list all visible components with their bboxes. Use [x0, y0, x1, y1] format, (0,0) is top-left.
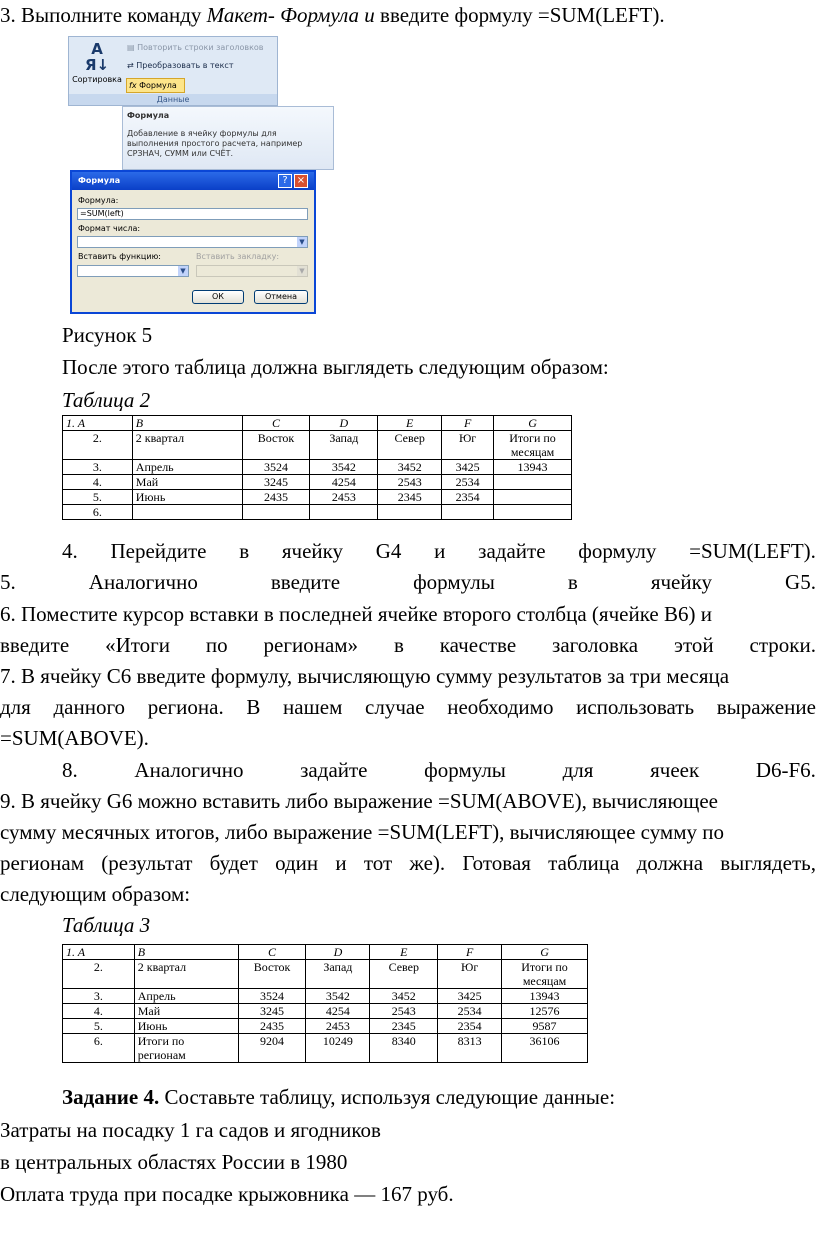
table-cell — [494, 490, 572, 505]
help-button[interactable] — [278, 174, 292, 188]
table-cell: D — [306, 945, 370, 960]
table-cell: Итоги по месяцам — [494, 431, 572, 460]
table-cell: 3245 — [242, 475, 310, 490]
table-row — [63, 1034, 588, 1063]
table-cell: D — [310, 416, 378, 431]
table-cell: 2543 — [378, 475, 442, 490]
after-text: После этого таблица должна выглядеть следующим образом: — [62, 355, 609, 379]
table-cell: 3524 — [242, 460, 310, 475]
table-cell: 3245 — [238, 1004, 306, 1019]
word: в — [239, 539, 250, 563]
intro-line — [0, 2, 665, 28]
table-cell: 13943 — [494, 460, 572, 475]
paragraph-9-line-2: сумму месячных итогов, либо выражение =SUM(LEFT), вычисляющее сумму по — [0, 820, 724, 844]
table-cell: 9587 — [502, 1019, 588, 1034]
table-cell: 3524 — [238, 989, 306, 1004]
table-cell — [442, 505, 494, 520]
word: случае — [365, 695, 425, 719]
word: =SUM(LEFT). — [689, 539, 816, 563]
table-cell: 3. — [63, 989, 135, 1004]
table-cell: 1. A — [63, 945, 135, 960]
formula-input[interactable] — [77, 208, 308, 220]
table-cell: 2534 — [438, 1004, 502, 1019]
word: формулы — [413, 570, 495, 594]
sort-label: Сортировка — [72, 75, 122, 84]
task4-line-3: Оплата труда при посадке крыжовника — 167 руб. — [0, 1182, 454, 1206]
table-cell: 2543 — [370, 1004, 438, 1019]
formula-value: =SUM(left) — [80, 209, 124, 218]
table-3 — [62, 944, 588, 1063]
repeat-headers-button[interactable]: ▤ Повторить строки заголовков — [127, 43, 264, 52]
word: формулу — [578, 539, 657, 563]
intro-text-end: введите формулу =SUM(LEFT). — [374, 3, 665, 27]
table-cell: B — [132, 416, 242, 431]
table-cell: 2345 — [370, 1019, 438, 1034]
table-cell — [242, 505, 310, 520]
word: качестве — [439, 633, 517, 657]
ok-label: ОК — [212, 292, 224, 301]
word: заголовка — [552, 633, 639, 657]
table-cell: Запад — [306, 960, 370, 989]
word: в — [567, 570, 578, 594]
formula-tooltip — [122, 106, 334, 170]
table-cell: Июнь — [134, 1019, 238, 1034]
chevron-down-icon: ▼ — [297, 266, 307, 276]
table-cell: 4. — [63, 475, 133, 490]
table-cell: 1. A — [63, 416, 133, 431]
ok-button[interactable] — [192, 290, 244, 304]
task4-heading — [62, 1084, 615, 1110]
repeat-headers-label: Повторить строки заголовков — [137, 43, 264, 52]
table-cell: F — [438, 945, 502, 960]
table-cell: 5. — [63, 490, 133, 505]
word: введите — [0, 633, 70, 657]
close-icon: × — [296, 175, 306, 186]
paragraph-9-line-1: 9. В ячейку G6 можно вставить либо выражение =SUM(ABOVE), вычисляющее — [0, 789, 718, 813]
tooltip-title: Формула — [127, 111, 170, 120]
word: для — [562, 758, 594, 782]
table-cell — [132, 505, 242, 520]
word: 4. — [62, 539, 78, 563]
table-2 — [62, 415, 572, 520]
word: и — [335, 851, 347, 875]
word: Перейдите — [110, 539, 207, 563]
paragraph-7-line-1: 7. В ячейку C6 введите формулу, вычисляющую сумму результатов за три месяца — [0, 664, 730, 688]
table-cell: 5. — [63, 1019, 135, 1034]
word: ячейку — [650, 570, 712, 594]
formula-label: Формула: — [78, 196, 119, 205]
word: «Итоги — [105, 633, 170, 657]
word: формулы — [424, 758, 506, 782]
number-format-select[interactable] — [77, 236, 308, 248]
table-cell: 13943 — [502, 989, 588, 1004]
table-cell: 2435 — [242, 490, 310, 505]
intro-text: Выполните команду — [21, 3, 207, 27]
word: 5. — [0, 570, 16, 594]
table-cell: 3452 — [378, 460, 442, 475]
table-cell — [378, 505, 442, 520]
table-cell — [494, 475, 572, 490]
word: выражение — [716, 695, 816, 719]
word: задайте — [300, 758, 368, 782]
word: этой — [673, 633, 714, 657]
convert-to-text-label: Преобразовать в текст — [136, 61, 234, 70]
table-cell: Юг — [442, 431, 494, 460]
formula-dialog — [70, 170, 316, 314]
table-cell: G — [502, 945, 588, 960]
table-cell: 2435 — [238, 1019, 306, 1034]
table-cell: 2354 — [438, 1019, 502, 1034]
intro-number: 3. — [0, 3, 16, 27]
table-cell: 2354 — [442, 490, 494, 505]
table-cell: Восток — [238, 960, 306, 989]
table-row — [63, 490, 572, 505]
paragraph-7-line-2 — [0, 694, 816, 720]
word: регионам» — [263, 633, 359, 657]
table-cell: 3425 — [438, 989, 502, 1004]
paragraph-5 — [0, 569, 816, 595]
figure-caption: Рисунок 5 — [62, 323, 153, 347]
convert-to-text-button[interactable]: ⇄ Преобразовать в текст — [127, 61, 234, 70]
word: 8. — [62, 758, 78, 782]
table-cell: Итоги по регионам — [134, 1034, 238, 1063]
formula-button-label: Формула — [139, 81, 177, 90]
word: использовать — [576, 695, 695, 719]
table-cell — [310, 505, 378, 520]
fx-icon: fx — [129, 81, 137, 90]
table-row — [63, 1019, 588, 1034]
table-cell: Апрель — [134, 989, 238, 1004]
table-cell: Север — [370, 960, 438, 989]
table-cell: 2 квартал — [132, 431, 242, 460]
table-cell: 2534 — [442, 475, 494, 490]
word: Аналогично — [88, 570, 198, 594]
table-cell: 6. — [63, 1034, 135, 1063]
table-cell: 36106 — [502, 1034, 588, 1063]
table-cell: 12576 — [502, 1004, 588, 1019]
paragraph-9-line-3 — [0, 850, 816, 876]
table-row — [63, 989, 588, 1004]
word: таблица — [548, 851, 620, 875]
table-cell: 2453 — [306, 1019, 370, 1034]
table-cell: 3425 — [442, 460, 494, 475]
table-cell: B — [134, 945, 238, 960]
word: ячейку — [281, 539, 344, 563]
sort-button[interactable] — [71, 41, 123, 84]
table-cell: 4. — [63, 1004, 135, 1019]
chevron-down-icon: ▼ — [178, 266, 188, 276]
close-button[interactable] — [294, 174, 308, 188]
table-cell: 2345 — [378, 490, 442, 505]
help-icon: ? — [282, 175, 288, 186]
intro-command: Макет- Формула и — [206, 3, 375, 27]
table-cell: Май — [134, 1004, 238, 1019]
table-cell: 3542 — [306, 989, 370, 1004]
table-cell: 2 квартал — [134, 960, 238, 989]
word: выглядеть, — [720, 851, 816, 875]
table-cell: Запад — [310, 431, 378, 460]
table-cell: E — [370, 945, 438, 960]
word: должна — [636, 851, 704, 875]
chevron-down-icon: ▼ — [297, 237, 307, 247]
table-cell: 3542 — [310, 460, 378, 475]
paragraph-7-line-3: =SUM(ABOVE). — [0, 726, 149, 750]
table-row — [63, 431, 572, 460]
table-cell: Юг — [438, 960, 502, 989]
task4-line-1: Затраты на посадку 1 га садов и ягодников — [0, 1118, 381, 1142]
word: один — [275, 851, 319, 875]
word: D6-F6. — [755, 758, 816, 782]
table-cell: Апрель — [132, 460, 242, 475]
table-cell: 2. — [63, 960, 135, 989]
table-cell: 8340 — [370, 1034, 438, 1063]
table-cell: C — [242, 416, 310, 431]
paragraph-6-line-2 — [0, 632, 816, 658]
task4-text: Составьте таблицу, используя следующие данные: — [159, 1085, 616, 1109]
word: Готовая — [462, 851, 531, 875]
paragraph-8 — [0, 757, 816, 783]
paragraph-9-line-4: следующим образом: — [0, 882, 191, 906]
word: нашем — [283, 695, 343, 719]
word: В — [246, 695, 261, 719]
word: G4 — [375, 539, 402, 563]
cancel-button[interactable] — [254, 290, 308, 304]
ribbon-group-label: Данные — [69, 94, 277, 105]
tooltip-text: Добавление в ячейку формулы для выполнения простого расчета, например СРЗНАЧ, СУММ или СЧЁТ. — [127, 129, 303, 158]
word: тот — [363, 851, 393, 875]
task4-line-2: в центральных областях России в 1980 — [0, 1150, 348, 1174]
word: (результат — [101, 851, 193, 875]
table-cell: Итоги по месяцам — [502, 960, 588, 989]
table-cell: G — [494, 416, 572, 431]
table-cell: Май — [132, 475, 242, 490]
word: же). — [409, 851, 446, 875]
table-cell: 3452 — [370, 989, 438, 1004]
word: регионам — [0, 851, 85, 875]
table-cell: 6. — [63, 505, 133, 520]
word: по — [205, 633, 228, 657]
table2-caption: Таблица 2 — [62, 388, 151, 412]
word: и — [434, 539, 446, 563]
sort-az-icon: A Я↓ — [84, 40, 110, 74]
formula-button[interactable] — [126, 78, 185, 93]
table-header-row — [63, 416, 572, 431]
table-header-row — [63, 945, 588, 960]
table-cell: 4254 — [306, 1004, 370, 1019]
insert-bookmark-label: Вставить закладку: — [196, 252, 280, 261]
table-cell: C — [238, 945, 306, 960]
table-cell: Июнь — [132, 490, 242, 505]
dialog-title: Формула — [78, 176, 121, 185]
word: региона. — [147, 695, 224, 719]
table-row — [63, 1004, 588, 1019]
word: Аналогично — [134, 758, 244, 782]
table-row — [63, 475, 572, 490]
table-cell: 8313 — [438, 1034, 502, 1063]
task4-label: Задание 4. — [62, 1085, 160, 1109]
word: G5. — [785, 570, 816, 594]
word: будет — [209, 851, 258, 875]
table3-caption: Таблица 3 — [62, 913, 151, 937]
word: задайте — [478, 539, 546, 563]
table-row — [63, 960, 588, 989]
word: введите — [270, 570, 341, 594]
table-cell: 2453 — [310, 490, 378, 505]
table-cell: 10249 — [306, 1034, 370, 1063]
table-cell: E — [378, 416, 442, 431]
table-cell: 4254 — [310, 475, 378, 490]
insert-bookmark-select — [196, 265, 308, 277]
word: ячеек — [650, 758, 700, 782]
table-cell: 3. — [63, 460, 133, 475]
paragraph-6-line-1: 6. Поместите курсор вставки в последней ячейке второго столбца (ячейке B6) и — [0, 602, 712, 626]
table-cell: Восток — [242, 431, 310, 460]
word: в — [393, 633, 404, 657]
word: необходимо — [447, 695, 554, 719]
table-cell: Север — [378, 431, 442, 460]
cancel-label: Отмена — [264, 292, 298, 301]
word: для — [0, 695, 31, 719]
insert-function-select[interactable] — [77, 265, 189, 277]
table-cell: F — [442, 416, 494, 431]
table-row — [63, 505, 572, 520]
insert-function-label: Вставить функцию: — [78, 252, 161, 261]
number-format-label: Формат числа: — [78, 224, 141, 233]
ribbon-data-group — [68, 36, 278, 106]
table-cell: 9204 — [238, 1034, 306, 1063]
word: данного — [53, 695, 126, 719]
paragraph-4 — [0, 538, 816, 564]
table-row — [63, 460, 572, 475]
table-cell — [494, 505, 572, 520]
word: строки. — [749, 633, 816, 657]
table-cell: 2. — [63, 431, 133, 460]
